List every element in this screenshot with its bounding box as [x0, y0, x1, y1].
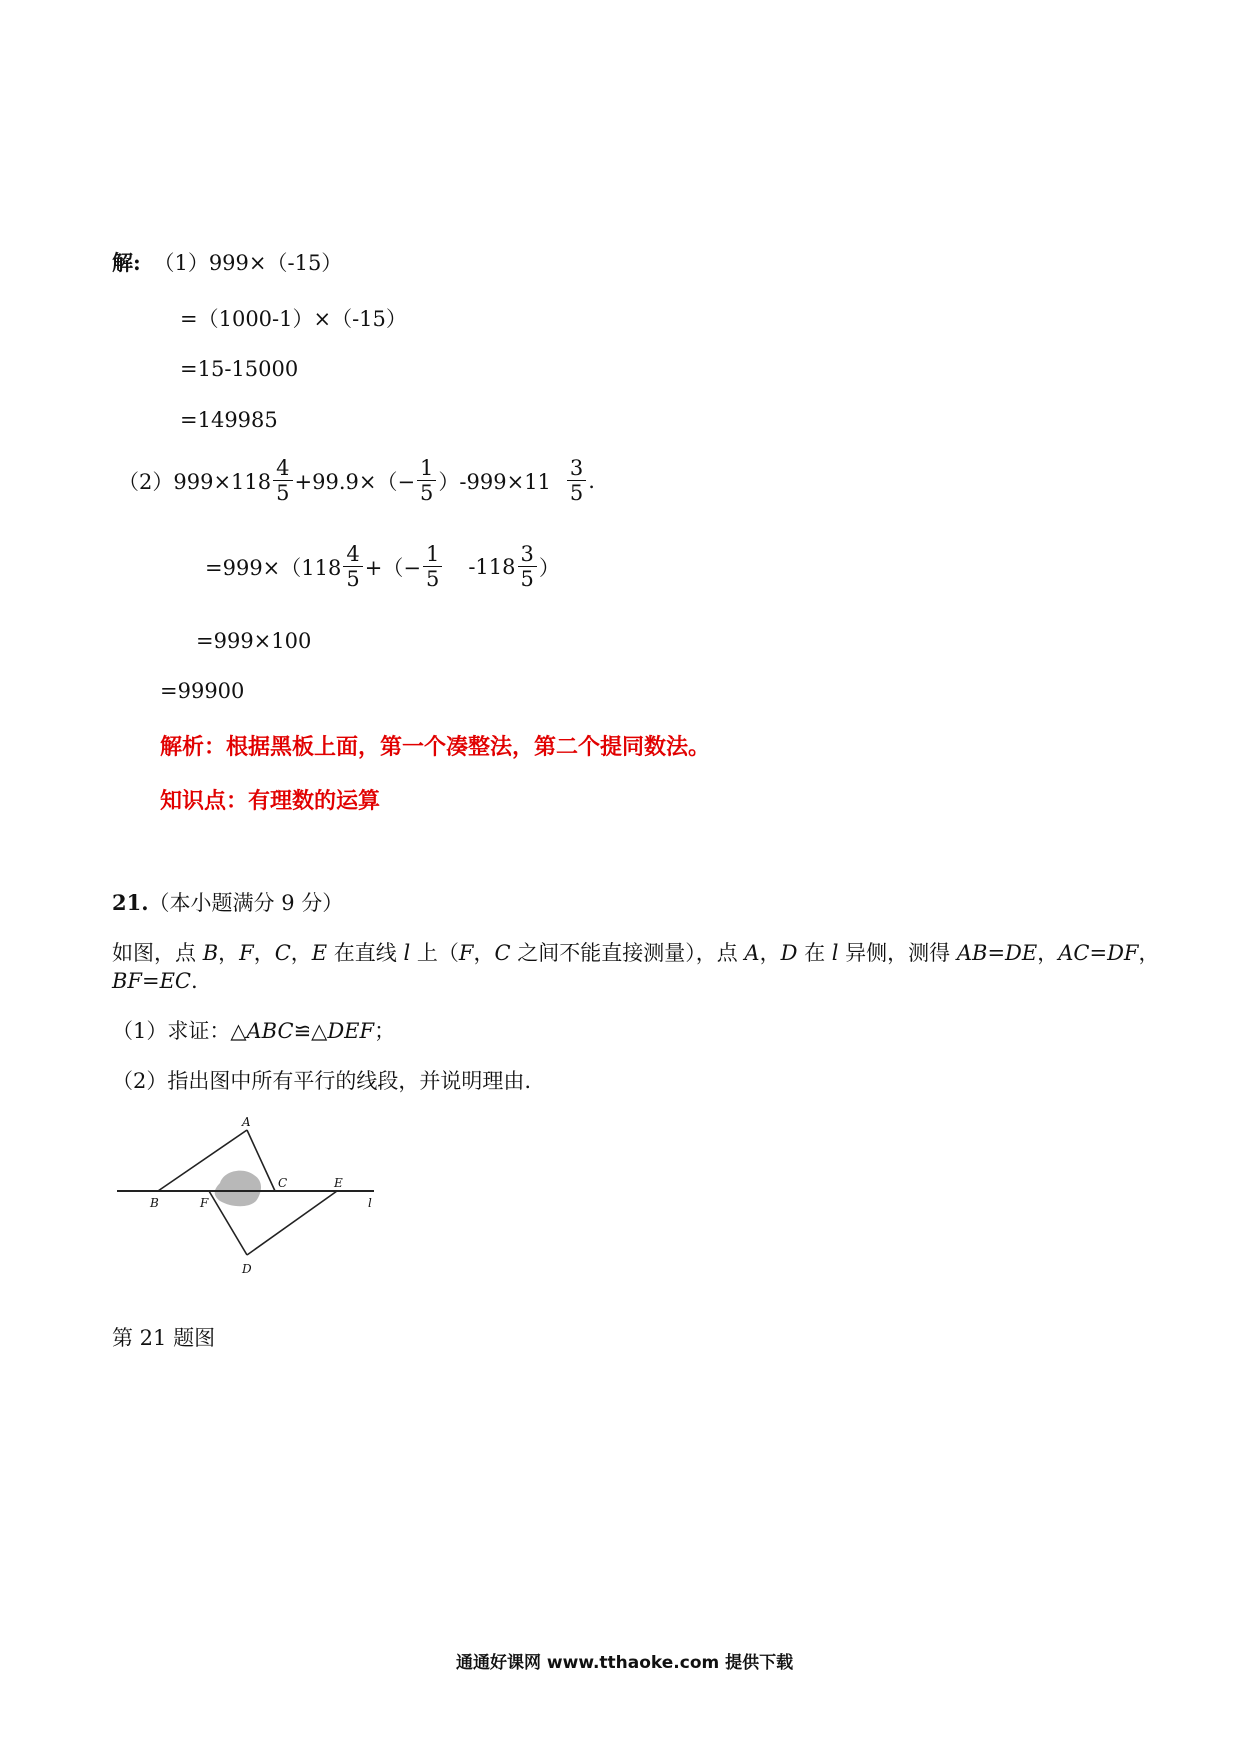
fraction-denominator: 5: [276, 481, 290, 505]
part1-end: ；: [374, 1019, 396, 1043]
fraction: [417, 456, 436, 505]
fraction-denominator: 5: [346, 567, 360, 591]
equation-text: AB=DE: [956, 941, 1038, 965]
line-label: l: [831, 941, 839, 965]
p2-line1-mid2: ）-999×11: [438, 469, 551, 494]
point-label: C: [494, 941, 511, 965]
fraction-denominator: 5: [569, 481, 584, 505]
fraction-numerator: 3: [567, 456, 586, 481]
p2-line1-suffix: .: [588, 468, 595, 493]
fraction-denominator: 5: [425, 567, 440, 591]
p2-line1: [118, 456, 595, 505]
stem-text: 之间不能直接测量），点: [510, 941, 745, 965]
fraction: [518, 542, 537, 591]
triangle-abc: ABC: [246, 1019, 294, 1043]
fraction-numerator: 1: [423, 542, 442, 567]
figure-caption: 第 21 题图: [112, 1326, 216, 1350]
stem-text: 在直线: [327, 941, 404, 965]
question-stem-line1: [112, 940, 1159, 966]
stem-text: ，: [759, 941, 781, 965]
fraction-denominator: 5: [420, 481, 434, 505]
p2-line2-mid1: +（−: [364, 555, 421, 580]
point-label: E: [311, 941, 328, 965]
stem-text: 如图，点: [112, 941, 203, 965]
p2-line3: =999×100: [196, 629, 312, 653]
fraction-denominator: 5: [520, 567, 534, 591]
p2-line2-prefix: =999×（118: [205, 555, 342, 580]
label-c: C: [278, 1176, 288, 1190]
footer-text: 通通好课网 www.tthaoke.com 提供下载: [456, 1653, 794, 1673]
triangle-def: DEF: [327, 1019, 375, 1043]
p1-line1: （1）999×（-15）: [153, 251, 343, 275]
stem-text: ，: [253, 941, 275, 965]
question-stem-line2: [112, 968, 198, 994]
p2-line1-prefix: （2）999×118: [118, 469, 272, 494]
stem-text: ，: [218, 941, 240, 965]
stem-text: 异侧，测得: [838, 941, 957, 965]
p1-line3: =15-15000: [180, 357, 299, 381]
point-label: A: [744, 941, 760, 965]
question-score: （本小题满分 9 分）: [148, 891, 344, 915]
label-b: B: [150, 1196, 159, 1210]
equation-text: AC=DF: [1058, 941, 1139, 965]
label-l: l: [368, 1196, 372, 1210]
stem-text: .: [191, 969, 198, 993]
fraction-numerator: 4: [273, 456, 292, 481]
solution-label: 解:: [112, 250, 141, 275]
point-label: C: [274, 941, 291, 965]
segment-de: [247, 1191, 337, 1255]
label-a: A: [242, 1115, 251, 1129]
label-f: F: [200, 1196, 209, 1210]
stem-text: 在: [797, 941, 832, 965]
fraction: [423, 542, 442, 591]
geometry-figure: [112, 1115, 382, 1295]
solution-block: [112, 250, 342, 276]
part1-prefix: （1）求证：△: [112, 1019, 247, 1043]
point-label: D: [780, 941, 798, 965]
fraction-numerator: 3: [518, 542, 537, 567]
analysis-text: 解析：根据黑板上面，第一个凑整法，第二个提同数法。: [160, 735, 711, 760]
p2-line1-mid1: +99.9×（−: [294, 469, 416, 494]
label-d: D: [242, 1262, 252, 1276]
stem-text: ，: [473, 941, 495, 965]
question-part1: [112, 1018, 395, 1044]
question-number: 21.: [112, 890, 149, 915]
stem-text: ，: [290, 941, 312, 965]
fraction: [343, 542, 362, 591]
p2-line4: =99900: [160, 679, 245, 703]
stem-text: ，: [1138, 941, 1160, 965]
fraction: [273, 456, 292, 505]
congruent-symbol: ≌△: [293, 1019, 328, 1043]
question-21-header: [112, 890, 343, 916]
line-label: l: [403, 941, 411, 965]
p2-line2: [205, 542, 560, 591]
p2-line2-suffix: ）: [538, 555, 560, 580]
fraction-numerator: 1: [417, 456, 436, 481]
point-label: F: [239, 941, 254, 965]
knowledge-point-text: 知识点：有理数的运算: [160, 789, 381, 814]
stem-text: 上（: [410, 941, 459, 965]
point-label: F: [458, 941, 474, 965]
obstacle-blob: [215, 1171, 261, 1207]
fraction-numerator: 4: [343, 542, 362, 567]
fraction: [567, 456, 586, 505]
label-e: E: [334, 1176, 343, 1190]
question-part2: （2）指出图中所有平行的线段，并说明理由.: [112, 1069, 532, 1093]
equation-text: BF=EC: [112, 969, 191, 993]
p2-line2-mid2: -118: [468, 554, 516, 579]
p1-line4: =149985: [180, 408, 278, 432]
stem-text: ，: [1037, 941, 1059, 965]
p1-line2: =（1000-1）×（-15）: [180, 307, 407, 331]
point-label: B: [202, 941, 219, 965]
